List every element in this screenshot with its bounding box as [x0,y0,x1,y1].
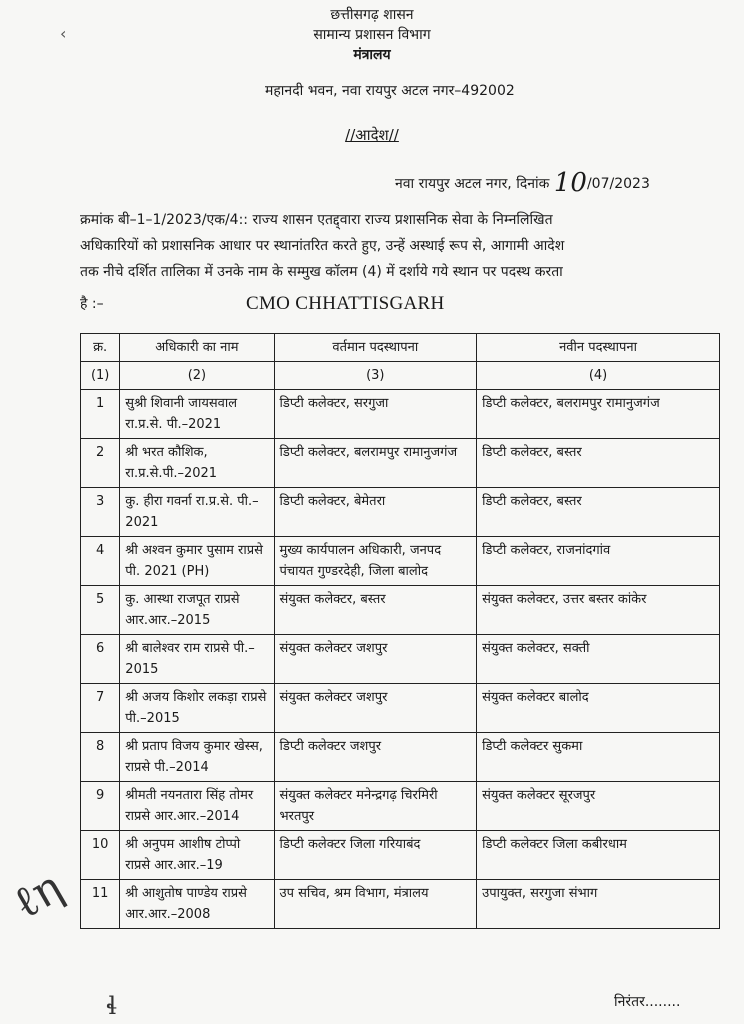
table-row [81,390,720,439]
row-current-posting: उप सचिव, श्रम विभाग, मंत्रालय [274,880,477,929]
row-officer-name: कु. हीरा गवर्ना रा.प्र.से. पी.–2021 [120,488,274,537]
transfer-table [80,333,720,929]
row-officer-name: श्री भरत कौशिक, रा.प्र.से.पी.–2021 [120,439,274,488]
row-sn: 10 [81,831,120,880]
handwritten-initial: ɬ [106,992,117,1020]
row-sn: 8 [81,733,120,782]
col-number: (3) [274,362,477,390]
row-new-posting: डिप्टी कलेक्टर, बलरामपुर रामानुजगंज [477,390,720,439]
row-new-posting: डिप्टी कलेक्टर जिला कबीरधाम [477,831,720,880]
header-sn: क्र. [81,334,120,362]
row-officer-name: श्री अश्वन कुमार पुसाम राप्रसे पी. 2021 (PH) [120,537,274,586]
col-number: (2) [120,362,274,390]
table-row [81,439,720,488]
date-rest: /07/2023 [586,176,650,192]
department-title: सामान्य प्रशासन विभाग [313,27,431,43]
date-prefix: नवा रायपुर अटल नगर, दिनांक [395,176,550,192]
row-current-posting: डिप्टी कलेक्टर, सरगुजा [274,390,477,439]
date-day-handwritten: 10 [553,168,587,198]
table-row [81,782,720,831]
row-new-posting: डिप्टी कलेक्टर, बस्तर [477,439,720,488]
row-new-posting: संयुक्त कलेक्टर, उत्तर बस्तर कांकेर [477,586,720,635]
col-number: (4) [477,362,720,390]
table-column-number-row [81,362,720,390]
row-officer-name: कु. आस्था राजपूत राप्रसे आर.आर.–2015 [120,586,274,635]
table-row [81,880,720,929]
row-new-posting: डिप्टी कलेक्टर, बस्तर [477,488,720,537]
col-number: (1) [81,362,120,390]
watermark-text: CMO CHHATTISGARH [246,293,445,314]
header-current-posting: वर्तमान पदस्थापना [274,334,477,362]
table-row [81,586,720,635]
row-new-posting: संयुक्त कलेक्टर बालोद [477,684,720,733]
row-current-posting: डिप्टी कलेक्टर जिला गरियाबंद [274,831,477,880]
order-heading-text: //आदेश// [345,126,399,144]
row-sn: 3 [81,488,120,537]
row-sn: 6 [81,635,120,684]
row-new-posting: उपायुक्त, सरगुजा संभाग [477,880,720,929]
table-row [81,733,720,782]
table-row [81,537,720,586]
row-sn: 1 [81,390,120,439]
header-new-posting: नवीन पदस्थापना [477,334,720,362]
row-current-posting: डिप्टी कलेक्टर जशपुर [274,733,477,782]
date-line [395,168,650,198]
row-sn: 2 [81,439,120,488]
row-sn: 5 [81,586,120,635]
row-new-posting: संयुक्त कलेक्टर सूरजपुर [477,782,720,831]
continued-label: निरंतर........ [614,994,681,1010]
row-sn: 7 [81,684,120,733]
header-name: अधिकारी का नाम [120,334,274,362]
row-officer-name: सुश्री शिवानी जायसवाल रा.प्र.से. पी.–2021 [120,390,274,439]
row-current-posting: संयुक्त कलेक्टर जशपुर [274,684,477,733]
order-paragraph-line-1: क्रमांक बी–1–1/2023/एक/4:: राज्य शासन एतद्द्वारा राज्य प्रशासनिक सेवा के निम्नलिखित [80,212,553,228]
table-row [81,635,720,684]
row-current-posting: संयुक्त कलेक्टर, बस्तर [274,586,477,635]
table-header-row [81,334,720,362]
table-row [81,831,720,880]
margin-mark: ‹ [60,24,67,43]
row-new-posting: संयुक्त कलेक्टर, सक्ती [477,635,720,684]
table-row [81,684,720,733]
order-heading [0,125,744,145]
row-officer-name: श्री बालेश्वर राम राप्रसे पी.–2015 [120,635,274,684]
row-officer-name: श्री अजय किशोर लकड़ा राप्रसे पी.–2015 [120,684,274,733]
table-row [81,488,720,537]
row-current-posting: डिप्टी कलेक्टर, बलरामपुर रामानुजगंज [274,439,477,488]
row-current-posting: डिप्टी कलेक्टर, बेमेतरा [274,488,477,537]
row-new-posting: डिप्टी कलेक्टर सुकमा [477,733,720,782]
order-paragraph-line-3: तक नीचे दर्शित तालिका में उनके नाम के सम्मुख कॉलम (4) में दर्शाये गये स्थान पर पदस्थ करता [80,264,563,280]
row-officer-name: श्री प्रताप विजय कुमार खेस्स, राप्रसे पी.–2014 [120,733,274,782]
row-current-posting: संयुक्त कलेक्टर जशपुर [274,635,477,684]
govt-title: छत्तीसगढ़ शासन [330,7,414,23]
row-current-posting: संयुक्त कलेक्टर मनेन्द्रगढ़ चिरमिरी भरतपुर [274,782,477,831]
row-current-posting: मुख्य कार्यपालन अधिकारी, जनपद पंचायत गुण्डरदेही, जिला बालोद [274,537,477,586]
row-sn: 11 [81,880,120,929]
row-new-posting: डिप्टी कलेक्टर, राजनांदगांव [477,537,720,586]
row-officer-name: श्री आशुतोष पाण्डेय राप्रसे आर.आर.–2008 [120,880,274,929]
row-sn: 4 [81,537,120,586]
order-paragraph-line-4: है :– [80,296,104,312]
row-officer-name: श्रीमती नयनतारा सिंह तोमर राप्रसे आर.आर.–2014 [120,782,274,831]
row-officer-name: श्री अनुपम आशीष टोप्पो राप्रसे आर.आर.–19 [120,831,274,880]
handwritten-signature: ℓη [4,861,72,930]
order-paragraph-line-2: अधिकारियों को प्रशासनिक आधार पर स्थानांतरित करते हुए, उन्हें अस्थाई रूप से, आगामी आदेश [80,238,565,254]
ministry-title: मंत्रालय [353,47,391,63]
row-sn: 9 [81,782,120,831]
address-line: महानदी भवन, नवा रायपुर अटल नगर–492002 [265,83,515,99]
